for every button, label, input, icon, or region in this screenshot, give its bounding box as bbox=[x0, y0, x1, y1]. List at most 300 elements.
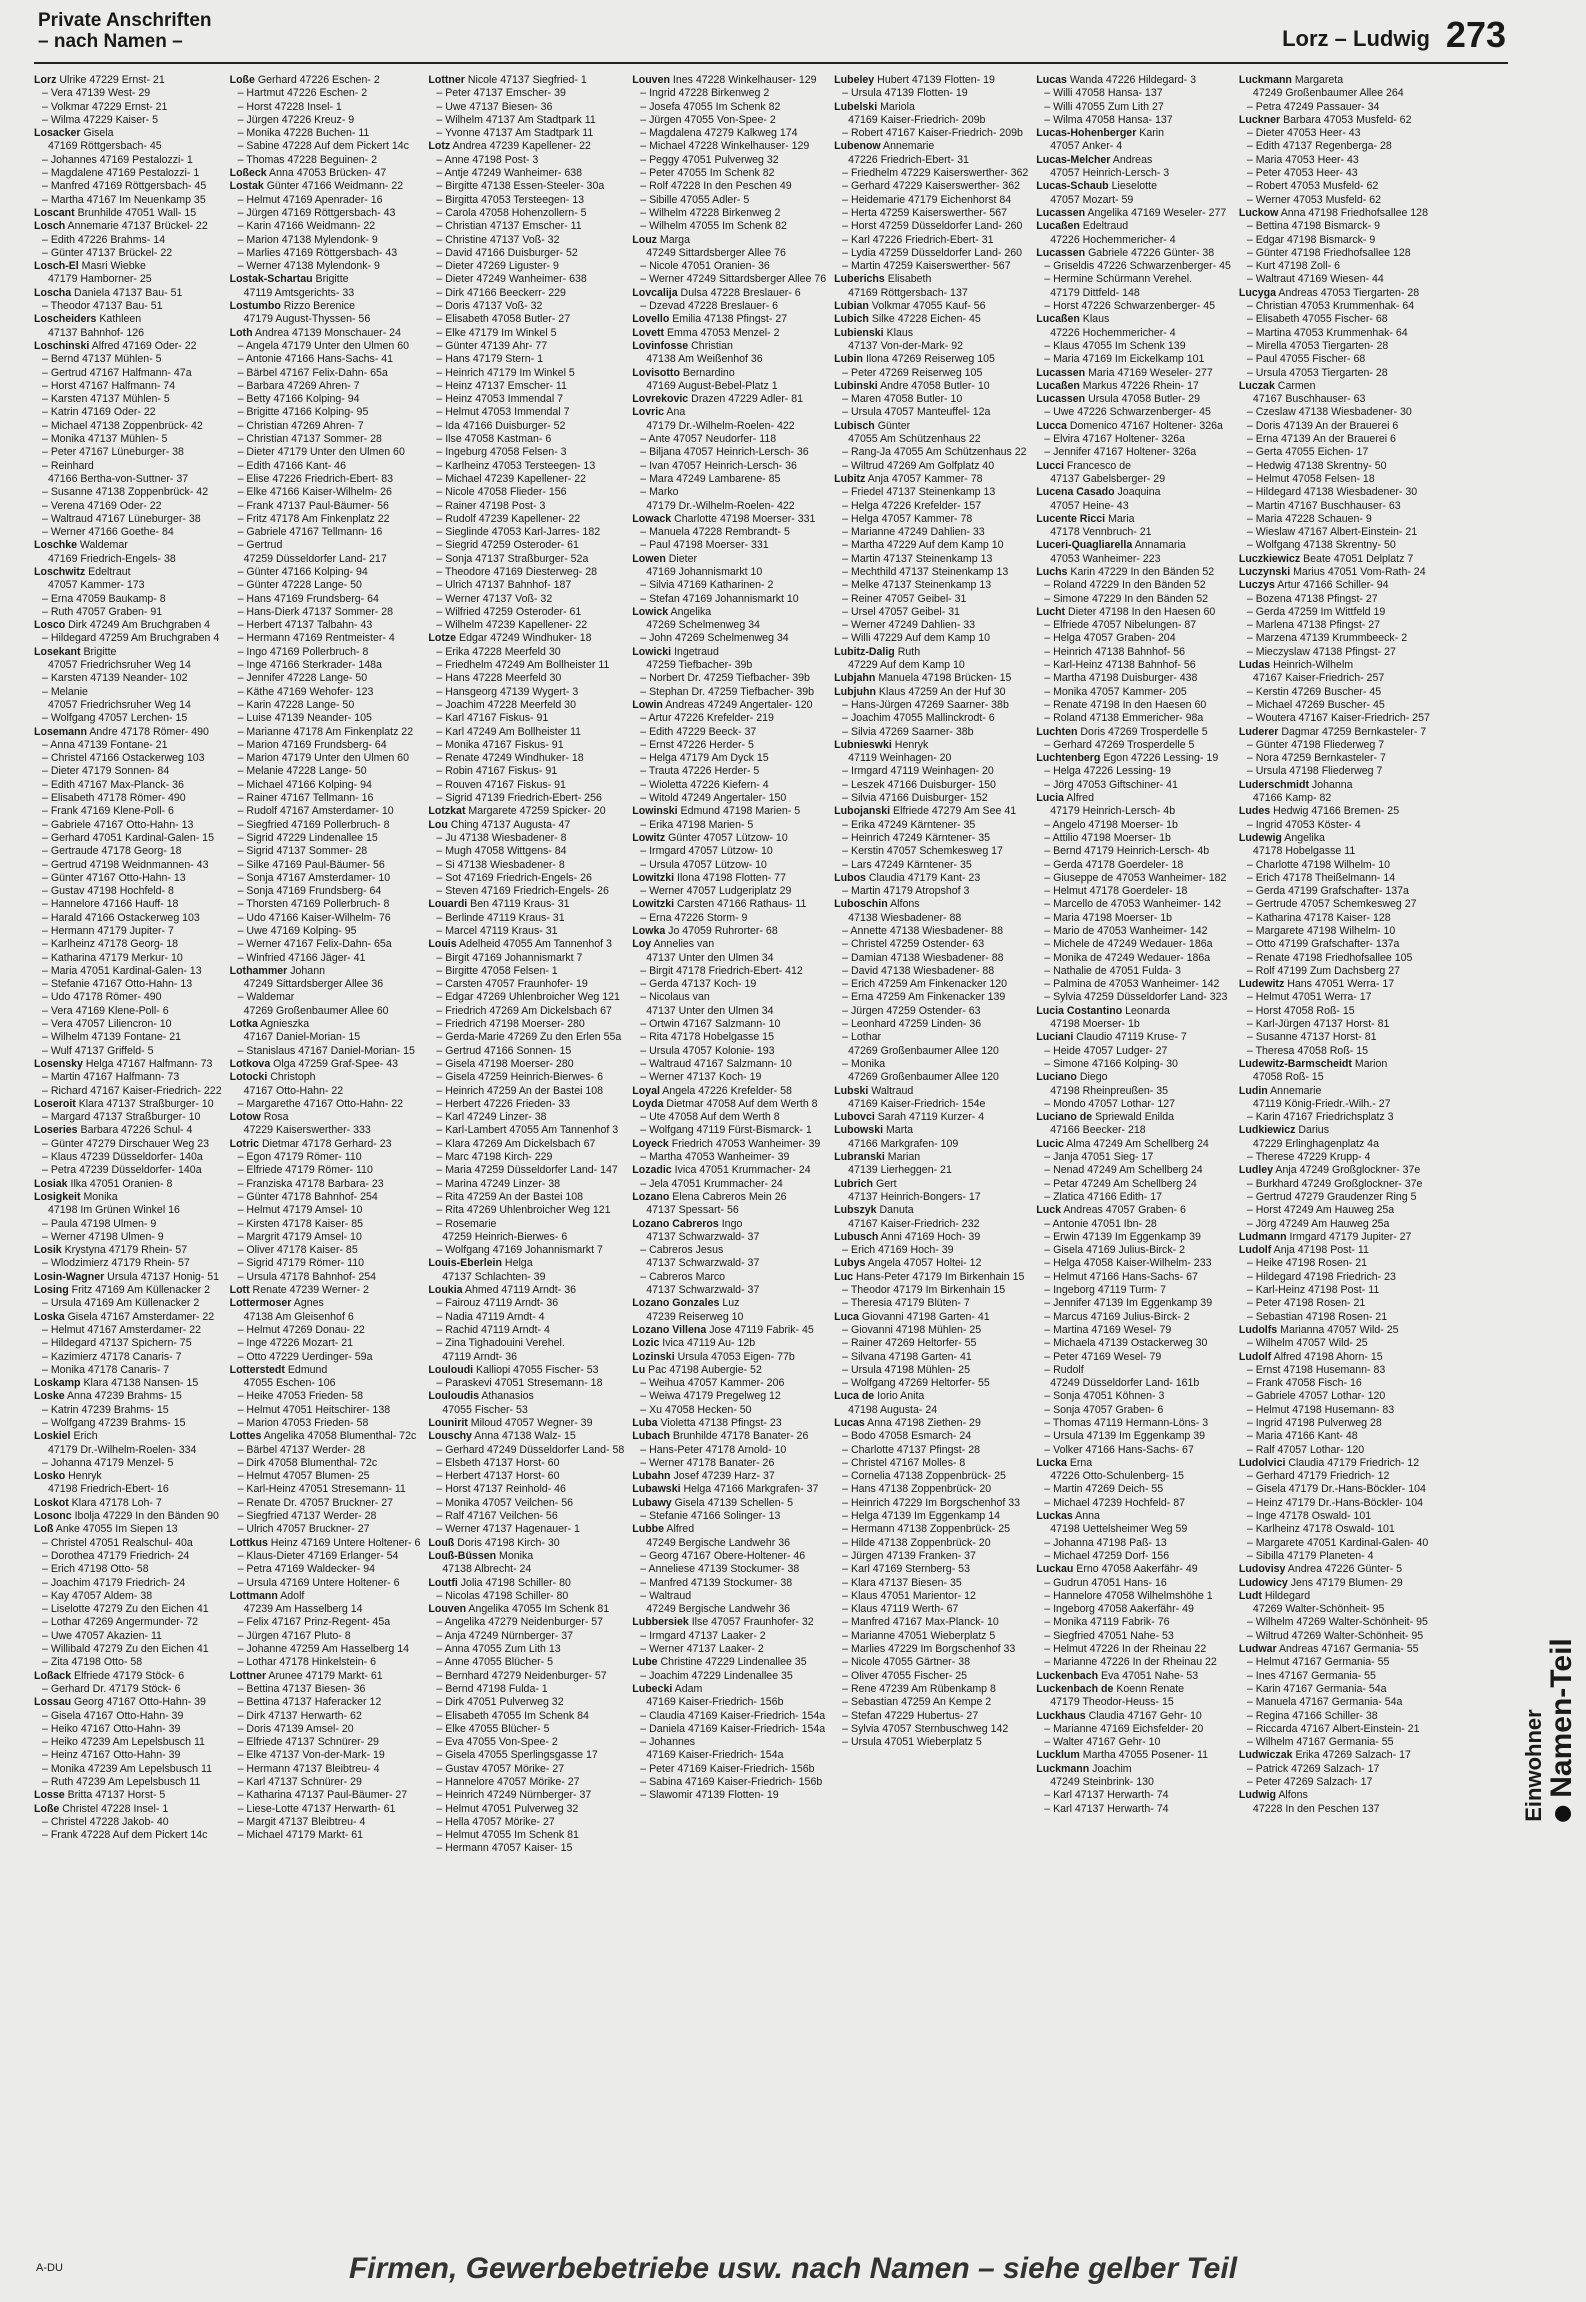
listing-entry: – Günter 47198 Friedhofsallee 128 bbox=[1246, 246, 1411, 259]
listing-entry: – Leonhard 47259 Linden- 36 bbox=[842, 1018, 982, 1031]
listing-entry: – Klaus 47239 Düsseldorfer- 140a bbox=[42, 1151, 203, 1164]
listing-entry: – Michael 47138 Zoppenbrück- 42 bbox=[42, 419, 203, 432]
listing-entry: – Gerhard 47249 Düsseldorfer Land- 58 bbox=[436, 1443, 625, 1456]
listing-entry: Lucka Erna bbox=[1036, 1456, 1093, 1469]
listing-entry: Lucci Francesco de bbox=[1036, 459, 1132, 472]
listing-entry: – Rita 47259 An der Bastei 108 bbox=[436, 1190, 584, 1203]
listing-entry: – Sebastian 47198 Rosen- 21 bbox=[1246, 1310, 1388, 1323]
listing-entry: – Christel 47259 Ostender- 63 bbox=[842, 938, 985, 951]
listing-entry: – Ernst 47226 Herder- 5 bbox=[640, 738, 754, 751]
listing-entry: – Kazimierz 47178 Canaris- 7 bbox=[42, 1350, 182, 1363]
listing-entry: – Renate Dr. 47057 Bruckner- 27 bbox=[237, 1496, 394, 1509]
listing-entry: Loukia Ahmed 47119 Arndt- 36 bbox=[428, 1284, 577, 1297]
listing-entry: Lubos Claudia 47179 Kant- 23 bbox=[834, 871, 981, 884]
listing-entry: Lubojanski Elfriede 47279 Am See 41 bbox=[834, 805, 1017, 818]
listing-entry: – Giuseppe de 47053 Wanheimer- 182 bbox=[1044, 871, 1227, 884]
listing-entry: – Hermann 47137 Bleibtreu- 4 bbox=[237, 1762, 380, 1775]
listing-entry: – Birgitte 47058 Felsen- 1 bbox=[436, 964, 558, 977]
listing-entry: 47179 Heinrich-Lersch- 4b bbox=[1050, 805, 1176, 818]
listing-entry: 47249 Bergische Landwehr 36 bbox=[646, 1536, 790, 1549]
listing-entry: 47179 Dr.-Wilhelm-Roelen- 422 bbox=[646, 419, 795, 432]
listing-entry: – Michael 47239 Hochfeld- 87 bbox=[1044, 1496, 1185, 1509]
listing-entry: – Gerhard Dr. 47179 Stöck- 6 bbox=[42, 1682, 181, 1695]
listing-entry: – Luise 47139 Neander- 105 bbox=[237, 712, 372, 725]
listing-entry: – Wilhelm 47228 Birkenweg 2 bbox=[640, 206, 781, 219]
listing-entry: – Kay 47057 Aldem- 38 bbox=[42, 1589, 153, 1602]
listing-entry: – Bernd 47137 Mühlen- 5 bbox=[42, 353, 162, 366]
listing-entry: – Dieter 47269 Liguster- 9 bbox=[436, 260, 559, 273]
listing-entry: – Gertrud 47279 Graudenzer Ring 5 bbox=[1246, 1190, 1417, 1203]
listing-entry: – Edgar 47198 Bismarck- 9 bbox=[1246, 233, 1376, 246]
listing-entry: – Sabine 47228 Auf dem Pickert 14c bbox=[237, 140, 409, 153]
listing-entry: 47119 Arndt- 36 bbox=[442, 1350, 517, 1363]
listing-entry: – Sot 47169 Friedrich-Engels- 26 bbox=[436, 871, 592, 884]
listing-entry: – Vera 47169 Klene-Poll- 6 bbox=[42, 1004, 169, 1017]
listing-entry: Loschwitz Edeltraut bbox=[34, 565, 131, 578]
listing-entry: – Zina Tighadouini Verehel. bbox=[436, 1337, 565, 1350]
listing-entry: – Hella 47057 Mörike- 27 bbox=[436, 1815, 555, 1828]
listing-entry: – Stefanie 47167 Otto-Hahn- 13 bbox=[42, 978, 193, 991]
listing-entry: – Erna 47259 Am Finkenacker 139 bbox=[842, 991, 1006, 1004]
listing-entry: – Silvia 47269 Saarner- 38b bbox=[842, 725, 974, 738]
listing-entry: 47249 Sittardsberger Allee 36 bbox=[243, 978, 384, 991]
listing-entry: 47166 Kamp- 82 bbox=[1252, 792, 1332, 805]
listing-entry: – Antje 47249 Wanheimer- 638 bbox=[436, 167, 583, 180]
listing-entry: – Sibille 47055 Adler- 5 bbox=[640, 193, 750, 206]
listing-entry: – Gisela 47179 Dr.-Hans-Böckler- 104 bbox=[1246, 1483, 1426, 1496]
listing-entry: – Lothar 47269 Angermunder- 72 bbox=[42, 1616, 199, 1629]
listing-entry: – Monika 47228 Buchen- 11 bbox=[237, 127, 370, 140]
listing-entry: Lotka Agnieszka bbox=[229, 1018, 310, 1031]
listing-entry: 47169 Friedrich-Engels- 38 bbox=[48, 552, 176, 565]
listing-entry: – Anneliese 47139 Stockumer- 38 bbox=[640, 1563, 800, 1576]
listing-entry: – Klaus 47051 Marientor- 12 bbox=[842, 1589, 976, 1602]
listing-entry: – Karl 47249 Am Bollheister 11 bbox=[436, 725, 582, 738]
listing-entry: – Martin 47179 Atropshof 3 bbox=[842, 885, 970, 898]
listing-entry: Loscheiders Kathleen bbox=[34, 313, 142, 326]
listing-entry: Lubecki Adam bbox=[632, 1682, 703, 1695]
listing-entry: Ludt Hildegard bbox=[1238, 1589, 1311, 1602]
listing-entry: – Helga 47058 Kaiser-Wilhelm- 233 bbox=[1044, 1257, 1212, 1270]
listing-entry: – Egon 47179 Römer- 110 bbox=[237, 1151, 362, 1164]
listing-entry: – Sonja 47057 Graben- 6 bbox=[1044, 1403, 1164, 1416]
listing-entry: Ludovisy Andrea 47226 Günter- 5 bbox=[1238, 1563, 1403, 1576]
listing-entry: Lucas-Schaub Lieselotte bbox=[1036, 180, 1157, 193]
listing-entry: – Hildegard 47138 Wiesbadener- 30 bbox=[1246, 486, 1418, 499]
listing-entry: – Monika 47137 Mühlen- 5 bbox=[42, 433, 168, 446]
footer-note: Firmen, Gewerbebetriebe usw. nach Namen – siehe gelber Teil bbox=[348, 2252, 1238, 2285]
listing-entry: – Rita 47178 Hobelgasse 15 bbox=[640, 1031, 774, 1044]
listing-entry: 47137 Schwarzwald- 37 bbox=[646, 1284, 760, 1297]
listing-entry: – Monika 47178 Canaris- 7 bbox=[42, 1363, 170, 1376]
listing-entry: – Gerta 47055 Eichen- 17 bbox=[1246, 446, 1369, 459]
listing-entry: – David 47166 Duisburger- 52 bbox=[436, 246, 578, 259]
listing-entry: – Werner 47137 Laaker- 2 bbox=[640, 1643, 764, 1656]
listing-entry: – Erika 47228 Meerfeld 30 bbox=[436, 645, 561, 658]
listing-entry: – Wlodzimierz 47179 Rhein- 57 bbox=[42, 1257, 190, 1270]
listing-entry: Lowitzki Carsten 47166 Rathaus- 11 bbox=[632, 898, 807, 911]
listing-entry: – Werner 47138 Mylendonk- 9 bbox=[237, 260, 380, 273]
listing-entry: – Helmut 47055 Im Schenk 81 bbox=[436, 1829, 579, 1842]
listing-entry: – Yvonne 47137 Am Stadtpark 11 bbox=[436, 127, 594, 140]
listing-entry: Losch Annemarie 47137 Brückel- 22 bbox=[34, 220, 208, 233]
listing-entry: – Erich 47259 Am Finkenacker 120 bbox=[842, 978, 1008, 991]
listing-entry: Lostumbo Rizzo Berenice bbox=[229, 300, 355, 313]
listing-entry: – Stephan Dr. 47259 Tiefbacher- 39b bbox=[640, 685, 815, 698]
listing-entry: – Gerhard 47051 Kardinal-Galen- 15 bbox=[42, 831, 214, 844]
listing-entry: – Hedwig 47138 Skrentny- 50 bbox=[1246, 459, 1387, 472]
listing-entry: – Rainer 47198 Post- 3 bbox=[436, 499, 546, 512]
listing-entry: Lovett Emma 47053 Menzel- 2 bbox=[632, 326, 780, 339]
listing-entry: – Ursula 47051 Wieberplatz 5 bbox=[842, 1736, 982, 1749]
listing-entry: – Zita 47198 Otto- 58 bbox=[42, 1656, 143, 1669]
listing-entry: – Hildegard 47259 Am Bruchgraben 4 bbox=[42, 632, 220, 645]
listing-entry: – Hartmut 47226 Eschen- 2 bbox=[237, 87, 368, 100]
listing-entry: – David 47138 Wiesbadener- 88 bbox=[842, 964, 995, 977]
listing-entry: Luc Hans-Peter 47179 Im Birkenhain 15 bbox=[834, 1270, 1025, 1283]
listing-entry: – Dieter 47179 Sonnen- 84 bbox=[42, 765, 170, 778]
listing-entry: – Hans-Jürgen 47269 Saarner- 38b bbox=[842, 698, 1009, 711]
listing-entry: – Werner 47137 Hagenauer- 1 bbox=[436, 1523, 580, 1536]
listing-entry: – John 47269 Schelmenweg 34 bbox=[640, 632, 789, 645]
listing-entry: – Artur 47226 Krefelder- 219 bbox=[640, 712, 774, 725]
listing-entry: – Sebastian 47259 An Kempe 2 bbox=[842, 1696, 992, 1709]
section-heading-line2: – nach Namen – bbox=[38, 31, 183, 52]
listing-entry: – Michael 47179 Markt- 61 bbox=[237, 1829, 364, 1842]
listing-entry: – Heidemarie 47179 Eichenhorst 84 bbox=[842, 193, 1012, 206]
listing-entry: 47198 Uettelsheimer Weg 59 bbox=[1050, 1523, 1188, 1536]
bullet-icon bbox=[1555, 1806, 1571, 1822]
listing-entry: 47269 Großenbaumer Allee 60 bbox=[243, 1004, 389, 1017]
listing-entry: – Reiner 47057 Geibel- 31 bbox=[842, 592, 967, 605]
listing-entry: 47179 Dr.-Wilhelm-Roelen- 422 bbox=[646, 499, 795, 512]
listing-entry: – Peter 47269 Salzach- 17 bbox=[1246, 1776, 1373, 1788]
listing-entry: 47226 Friedrich-Ebert- 31 bbox=[848, 153, 969, 166]
listing-entry: – Annette 47138 Wiesbadener- 88 bbox=[842, 925, 1003, 937]
listing-entry: Loskamp Klara 47138 Nansen- 15 bbox=[34, 1377, 199, 1390]
listing-entry: 47198 Im Grünen Winkel 16 bbox=[48, 1204, 180, 1217]
listing-entry: Ludwig Alfons bbox=[1238, 1789, 1308, 1802]
listing-entry: Lowin Andreas 47249 Angertaler- 120 bbox=[632, 698, 813, 711]
listing-entry: Lozano Cabreros Ingo bbox=[632, 1217, 743, 1230]
listing-entry: Lubian Volkmar 47055 Kauf- 56 bbox=[834, 300, 986, 313]
listing-entry: Ludmann Irmgard 47179 Jupiter- 27 bbox=[1238, 1230, 1412, 1243]
listing-entry: Ludolfs Marianna 47057 Wild- 25 bbox=[1238, 1323, 1399, 1336]
listing-entry: – Marko bbox=[640, 486, 679, 499]
listing-entry: – Rang-Ja 47055 Am Schützenhaus 22 bbox=[842, 446, 1027, 459]
listing-entry: – Mechthild 47137 Steinenkamp 13 bbox=[842, 565, 1009, 578]
listing-entry: – Ida 47166 Duisburger- 52 bbox=[436, 419, 566, 432]
listing-entry: – Maria 47259 Düsseldorfer Land- 147 bbox=[436, 1164, 618, 1177]
listing-entry: – Maria 47053 Heer- 43 bbox=[1246, 153, 1359, 166]
listing-entry: – Peter 47053 Heer- 43 bbox=[1246, 167, 1358, 180]
listing-entry: – Wilhelm 47055 Im Schenk 82 bbox=[640, 220, 787, 233]
listing-entry: – Karl 47169 Sternberg- 53 bbox=[842, 1563, 970, 1576]
listing-entry: Lubawy Gisela 47139 Schellen- 5 bbox=[632, 1496, 794, 1509]
listing-entry: 47226 Hochemmericher- 4 bbox=[1050, 233, 1176, 246]
listing-entry: 47226 Hochemmericher- 4 bbox=[1050, 326, 1176, 339]
listing-entry: Luck Andreas 47057 Graben- 6 bbox=[1036, 1204, 1186, 1217]
listing-entry: – Theodor 47137 Bau- 51 bbox=[42, 300, 163, 313]
listing-entry: – Horst 47137 Reinhold- 46 bbox=[436, 1483, 566, 1496]
listing-entry: – Friedhelm 47249 Am Bollheister 11 bbox=[436, 659, 610, 672]
listing-entry: 47249 Bergische Landwehr 36 bbox=[646, 1603, 790, 1616]
listing-entry: – Marianne 47249 Dahlien- 33 bbox=[842, 526, 985, 539]
listing-entry: 47119 Weinhagen- 20 bbox=[848, 752, 952, 765]
listing-entry: – Siegfried 47137 Werder- 28 bbox=[237, 1510, 377, 1523]
listing-entry: – Rainer 47167 Tellmann- 16 bbox=[237, 792, 374, 805]
listing-entry: – Helmut 47051 Werra- 17 bbox=[1246, 991, 1372, 1004]
listing-entry: – Heinrich 47229 Im Borgschenhof 33 bbox=[842, 1496, 1021, 1509]
listing-entry: Ludwiczak Erika 47269 Salzach- 17 bbox=[1238, 1749, 1411, 1762]
listing-entry: Lubjuhn Klaus 47259 An der Huf 30 bbox=[834, 685, 1006, 698]
listing-entry: Lubin Ilona 47269 Reiserweg 105 bbox=[834, 353, 995, 366]
listing-entry: – Karl 47249 Linzer- 38 bbox=[436, 1111, 547, 1124]
listing-entry: – Horst 47228 Insel- 1 bbox=[237, 100, 342, 113]
listing-entry: – Sieglinde 47053 Karl-Jarres- 182 bbox=[436, 526, 601, 539]
listing-entry: 47179 Dittfeld- 148 bbox=[1050, 286, 1140, 299]
listing-entry: – Trauta 47226 Herder- 5 bbox=[640, 765, 760, 778]
listing-entry: – Zlatica 47166 Edith- 17 bbox=[1044, 1190, 1163, 1203]
listing-entry: – Sonja 47167 Amsterdamer- 10 bbox=[237, 871, 391, 884]
listing-entry: – Peter 47169 Kaiser-Friedrich- 156b bbox=[640, 1762, 815, 1775]
listing-entry: – Helmut 47057 Blumen- 25 bbox=[237, 1470, 370, 1483]
listing-entry: – Jürgen 47169 Röttgersbach- 43 bbox=[237, 206, 396, 219]
listing-entry: – Sigrid 47137 Sommer- 28 bbox=[237, 845, 368, 858]
listing-entry: Losch-El Masri Wiebke bbox=[34, 260, 146, 273]
side-tab-line1: Einwohner bbox=[1521, 1709, 1546, 1822]
listing-entry: – Nadia 47119 Arndt- 4 bbox=[436, 1310, 545, 1323]
listing-entry: Lucaßen Markus 47226 Rhein- 17 bbox=[1036, 379, 1199, 392]
listing-entry: – Anne 47055 Blücher- 5 bbox=[436, 1656, 554, 1669]
listing-entry: – Siegfried 47051 Nahe- 53 bbox=[1044, 1629, 1174, 1642]
listing-entry: – Giovanni 47198 Mühlen- 25 bbox=[842, 1323, 982, 1336]
listing-entry: – Xu 47058 Hecken- 50 bbox=[640, 1403, 752, 1416]
listing-entry: – Ingrid 47053 Köster- 4 bbox=[1246, 818, 1361, 831]
listing-entry: 47179 Dr.-Wilhelm-Roelen- 334 bbox=[48, 1443, 197, 1456]
listing-entry: Lotze Edgar 47249 Windhuker- 18 bbox=[428, 632, 592, 645]
listing-entry: Loßeck Anna 47053 Brücken- 47 bbox=[229, 167, 387, 180]
listing-entry: – Helga 47057 Graben- 204 bbox=[1044, 632, 1176, 645]
listing-entry: – Rosemarie bbox=[436, 1217, 497, 1230]
listing-entry: – Rouven 47167 Fiskus- 91 bbox=[436, 778, 566, 791]
listing-entry: Lostak Günter 47166 Weidmann- 22 bbox=[229, 180, 404, 193]
listing-entry: – Martha 47167 Im Neuenkamp 35 bbox=[42, 193, 206, 206]
listing-entry: – Regina 47166 Schiller- 38 bbox=[1246, 1709, 1378, 1722]
listing-entry: Lucia Alfred bbox=[1036, 792, 1094, 805]
listing-entry: 47226 Otto-Schulenberg- 15 bbox=[1050, 1470, 1184, 1483]
listing-entry: – Roland 47229 In den Bänden 52 bbox=[1044, 579, 1206, 592]
listing-entry: – Sylvia 47057 Sternbuschweg 142 bbox=[842, 1722, 1009, 1735]
listing-entry: – Theresa 47058 Roß- 15 bbox=[1246, 1044, 1369, 1057]
listing-entry: – Hansgeorg 47139 Wygert- 3 bbox=[436, 685, 579, 698]
listing-entry: – Gabriele 47057 Lothar- 120 bbox=[1246, 1390, 1386, 1403]
listing-entry: 47119 Amtsgerichts- 33 bbox=[243, 286, 355, 299]
listing-entry: – Slawomir 47139 Flotten- 19 bbox=[640, 1789, 779, 1802]
listing-entry: Ludwar Andreas 47167 Germania- 55 bbox=[1238, 1643, 1419, 1656]
listing-entry: – Antonie 47166 Hans-Sachs- 41 bbox=[237, 353, 394, 366]
listing-entry: – Werner 47166 Goethe- 84 bbox=[42, 526, 174, 539]
listing-entry: 47249 Steinbrink- 130 bbox=[1050, 1776, 1154, 1788]
listing-entry: – Ingeborg 47119 Turm- 7 bbox=[1044, 1284, 1166, 1297]
listing-entry: 47167 Kaiser-Friedrich- 232 bbox=[848, 1217, 980, 1230]
listing-entry: – Leszek 47166 Duisburger- 150 bbox=[842, 778, 996, 791]
listing-entry: – Doris 47137 Voß- 32 bbox=[436, 300, 543, 313]
listing-entry: Luciano de Spriewald Enilda bbox=[1036, 1111, 1175, 1124]
listing-entry: – Ursula 47053 Tiergarten- 28 bbox=[1246, 366, 1388, 379]
listing-column bbox=[834, 74, 1028, 2164]
listing-entry: – Gertrud 47166 Sonnen- 15 bbox=[436, 1044, 572, 1057]
listing-entry: – Riccarda 47167 Albert-Einstein- 21 bbox=[1246, 1722, 1420, 1735]
listing-entry: – Thomas 47228 Beguinen- 2 bbox=[237, 153, 377, 166]
listing-entry: Louschy Anna 47138 Walz- 15 bbox=[428, 1430, 576, 1443]
listing-entry: – Helga 47139 Im Eggenkamp 14 bbox=[842, 1510, 1001, 1523]
listing-entry: 47167 Kaiser-Friedrich- 257 bbox=[1252, 672, 1385, 685]
listing-entry: Lubich Silke 47228 Eichen- 45 bbox=[834, 313, 981, 326]
listing-entry: – Christian 47269 Ahren- 7 bbox=[237, 419, 364, 432]
listing-entry: Lovcalija Dulsa 47228 Breslauer- 6 bbox=[632, 286, 801, 299]
listing-entry: – Jennifer 47228 Lange- 50 bbox=[237, 672, 368, 685]
listing-entry: Lubusch Anni 47169 Hoch- 39 bbox=[834, 1230, 981, 1243]
listing-entry: – Richard 47167 Kaiser-Friedrich- 222 bbox=[42, 1084, 222, 1097]
listing-entry: – Günter 47198 Fliederweg 7 bbox=[1246, 738, 1385, 751]
listing-entry: – Elfriede 47137 Schnürer- 29 bbox=[237, 1736, 379, 1749]
listing-entry: – Wilhelm 47269 Walter-Schönheit- 95 bbox=[1246, 1616, 1428, 1629]
page-number: 273 bbox=[1445, 14, 1506, 55]
listing-entry: – Weihua 47057 Kammer- 206 bbox=[640, 1377, 785, 1390]
listing-entry: 47137 Schwarzwald- 37 bbox=[646, 1230, 760, 1243]
listing-entry: Luckau Erno 47058 Aakerfähr- 49 bbox=[1036, 1563, 1198, 1576]
listing-entry: – Gisela 47169 Julius-Birck- 2 bbox=[1044, 1244, 1185, 1257]
listing-entry: – Marlies 47229 Im Borgschenhof 33 bbox=[842, 1643, 1016, 1656]
listing-entry: – Silvia 47166 Duisburger- 152 bbox=[842, 792, 988, 805]
listing-entry: – Heide 47057 Ludger- 27 bbox=[1044, 1044, 1168, 1057]
listing-entry: 47239 Am Hasselberg 14 bbox=[243, 1603, 363, 1616]
listing-entry: Louß-Büssen Monika bbox=[428, 1549, 534, 1562]
listing-entry: – Werner 47249 Sittardsberger Allee 76 bbox=[640, 273, 827, 286]
listing-entry: – Marcus 47169 Julius-Birck- 2 bbox=[1044, 1310, 1190, 1323]
listing-entry: – Maren 47058 Butler- 10 bbox=[842, 393, 963, 406]
listing-entry: – Bozena 47138 Pfingst- 27 bbox=[1246, 592, 1378, 605]
listing-entry: – Lars 47249 Kärntener- 35 bbox=[842, 858, 972, 871]
listing-entry: Luckhaus Claudia 47167 Gehr- 10 bbox=[1036, 1709, 1202, 1722]
listing-entry: – Friedhelm 47229 Kaiserswerther- 362 bbox=[842, 167, 1029, 180]
listing-entry: – Gerhard 47229 Kaiserswerther- 362 bbox=[842, 180, 1021, 193]
listing-entry: Losonc Ibolja 47229 In den Bänden 90 bbox=[34, 1510, 219, 1523]
listing-entry: 47198 Moerser- 1b bbox=[1050, 1018, 1140, 1031]
listing-entry: – Ruth 47239 Am Lepelsbusch 11 bbox=[42, 1776, 201, 1788]
listing-entry: – Rainer 47269 Heltorfer- 55 bbox=[842, 1337, 977, 1350]
listing-entry: – Jürgen 47055 Von-Spee- 2 bbox=[640, 113, 776, 126]
listing-entry: – Martin 47269 Deich- 55 bbox=[1044, 1483, 1164, 1496]
listing-entry: – Dieter 47179 Unter den Ulmen 60 bbox=[237, 446, 405, 459]
listing-entry: – Melanie 47228 Lange- 50 bbox=[237, 765, 367, 778]
listing-entry: Ludewitz Hans 47051 Werra- 17 bbox=[1238, 978, 1395, 991]
listing-entry: Luciano Diego bbox=[1036, 1071, 1108, 1084]
listing-entry: – Michael 47228 Winkelhauser- 129 bbox=[640, 140, 810, 153]
listing-entry: – Peter 47055 Im Schenk 82 bbox=[640, 167, 775, 180]
listing-entry: Losacker Gisela bbox=[34, 127, 114, 140]
listing-entry: – Mugh 47058 Wittgens- 84 bbox=[436, 845, 567, 858]
listing-entry: – Peggy 47051 Pulverweg 32 bbox=[640, 153, 779, 166]
listing-entry: – Susanne 47137 Horst- 81 bbox=[1246, 1031, 1377, 1044]
listing-entry: – Sonja 47051 Köhnen- 3 bbox=[1044, 1390, 1165, 1403]
listing-entry: 47057 Mozart- 59 bbox=[1050, 193, 1134, 206]
listing-entry: – Karl-Jürgen 47137 Horst- 81 bbox=[1246, 1018, 1390, 1031]
listing-entry: – Christian 47137 Sommer- 28 bbox=[237, 433, 382, 446]
listing-entry: – Mario de 47053 Wanheimer- 142 bbox=[1044, 925, 1208, 937]
listing-entry: – Hans-Peter 47178 Arnold- 10 bbox=[640, 1443, 787, 1456]
listing-entry: – Ursula 47057 Manteuffel- 12a bbox=[842, 406, 991, 419]
listing-entry: Lubranski Marian bbox=[834, 1151, 921, 1164]
listing-entry: – Monika bbox=[842, 1057, 886, 1070]
listing-entry: Lotz Andrea 47239 Kapellener- 22 bbox=[428, 140, 591, 153]
listing-entry: – Paul 47055 Fischer- 68 bbox=[1246, 353, 1366, 366]
listing-entry: – Renate 47198 In den Haesen 60 bbox=[1044, 698, 1207, 711]
listing-entry: Lowack Charlotte 47198 Moerser- 331 bbox=[632, 512, 816, 525]
listing-entry: – Ute 47058 Auf dem Werth 8 bbox=[640, 1111, 780, 1124]
listing-entry: 47138 Wiesbadener- 88 bbox=[848, 911, 962, 924]
listing-entry: – Werner 47137 Voß- 32 bbox=[436, 592, 553, 605]
listing-entry: 47169 Kaiser-Friedrich- 156b bbox=[646, 1696, 784, 1709]
listing-entry: – Rita 47269 Uhlenbroicher Weg 121 bbox=[436, 1204, 611, 1217]
listing-entry: 47169 Kaiser-Friedrich- 154e bbox=[848, 1097, 986, 1110]
listing-entry: – Birgitte 47138 Essen-Steeler- 30a bbox=[436, 180, 605, 193]
listing-entry: – Marlena 47138 Pfingst- 27 bbox=[1246, 619, 1381, 632]
listing-entry: Louven Angelika 47055 Im Schenk 81 bbox=[428, 1603, 610, 1616]
listing-column bbox=[1036, 74, 1231, 2164]
listing-entry: – Edith 47229 Beeck- 37 bbox=[640, 725, 757, 738]
listing-entry: – Martin 47137 Steinenkamp 13 bbox=[842, 552, 993, 565]
listing-entry: – Karl-Heinz 47198 Post- 11 bbox=[1246, 1284, 1380, 1297]
listing-entry: Lubrich Gert bbox=[834, 1177, 897, 1190]
listing-entry: – Ulrich 47057 Bruckner- 27 bbox=[237, 1523, 370, 1536]
listing-entry: Lucente Ricci Maria bbox=[1036, 512, 1135, 525]
listing-entry: – Jürgen 47226 Kreuz- 9 bbox=[237, 113, 355, 126]
listing-entry: 47167 Otto-Hahn- 22 bbox=[243, 1084, 344, 1097]
listing-entry: Lowinski Edmund 47198 Marien- 5 bbox=[632, 805, 801, 818]
listing-entry: – Sigrid 47179 Römer- 110 bbox=[237, 1257, 365, 1270]
listing-entry: Lovello Emilia 47138 Pfingst- 27 bbox=[632, 313, 788, 326]
listing-entry: – Doris 47139 An der Brauerei 6 bbox=[1246, 419, 1399, 432]
listing-entry: – Margard 47137 Straßburger- 10 bbox=[42, 1111, 201, 1124]
listing-entry: – Frank 47137 Paul-Bäumer- 56 bbox=[237, 499, 389, 512]
listing-entry: Lovric Ana bbox=[632, 406, 686, 419]
listing-entry: 47269 Großenbaumer Allee 120 bbox=[848, 1071, 999, 1084]
listing-entry: – Dieter 47053 Heer- 43 bbox=[1246, 127, 1361, 140]
listing-entry: Lubbe Alfred bbox=[632, 1523, 695, 1536]
header-rule bbox=[34, 62, 1508, 64]
listing-entry: – Nora 47259 Bernkasteler- 7 bbox=[1246, 752, 1386, 765]
listing-entry: 47198 Friedrich-Ebert- 16 bbox=[48, 1483, 169, 1496]
listing-entry: – Paraskevi 47051 Stresemann- 18 bbox=[436, 1377, 603, 1390]
listing-entry: – Marcello de 47053 Wanheimer- 142 bbox=[1044, 898, 1222, 911]
listing-entry: – Elke 47179 Im Winkel 5 bbox=[436, 326, 557, 339]
listing-entry: – Weiwa 47179 Pregelweg 12 bbox=[640, 1390, 781, 1403]
listing-entry: – Martina 47053 Krummenhak- 64 bbox=[1246, 326, 1408, 339]
listing-entry: – Gertrud 47198 Weidnmannen- 43 bbox=[42, 858, 209, 871]
listing-entry: Lou Ching 47137 Augusta- 47 bbox=[428, 818, 571, 831]
listing-entry: Lorz Ulrike 47229 Ernst- 21 bbox=[34, 74, 165, 86]
listing-entry: – Doris 47139 Amsel- 20 bbox=[237, 1722, 354, 1735]
listing-entry: – Heinrich 47138 Bahnhof- 56 bbox=[1044, 645, 1186, 658]
listing-entry: – Heinrich 47249 Nürnberger- 37 bbox=[436, 1789, 592, 1802]
listing-entry: – Nicole 47058 Flieder- 156 bbox=[436, 486, 567, 499]
listing-entry: Ludkiewicz Darius bbox=[1238, 1124, 1329, 1137]
listing-entry: 47167 Buschhauser- 63 bbox=[1252, 393, 1366, 406]
listing-entry: – Waltraud bbox=[640, 1589, 692, 1602]
listing-entry: – Helga 47057 Kammer- 78 bbox=[842, 512, 973, 525]
